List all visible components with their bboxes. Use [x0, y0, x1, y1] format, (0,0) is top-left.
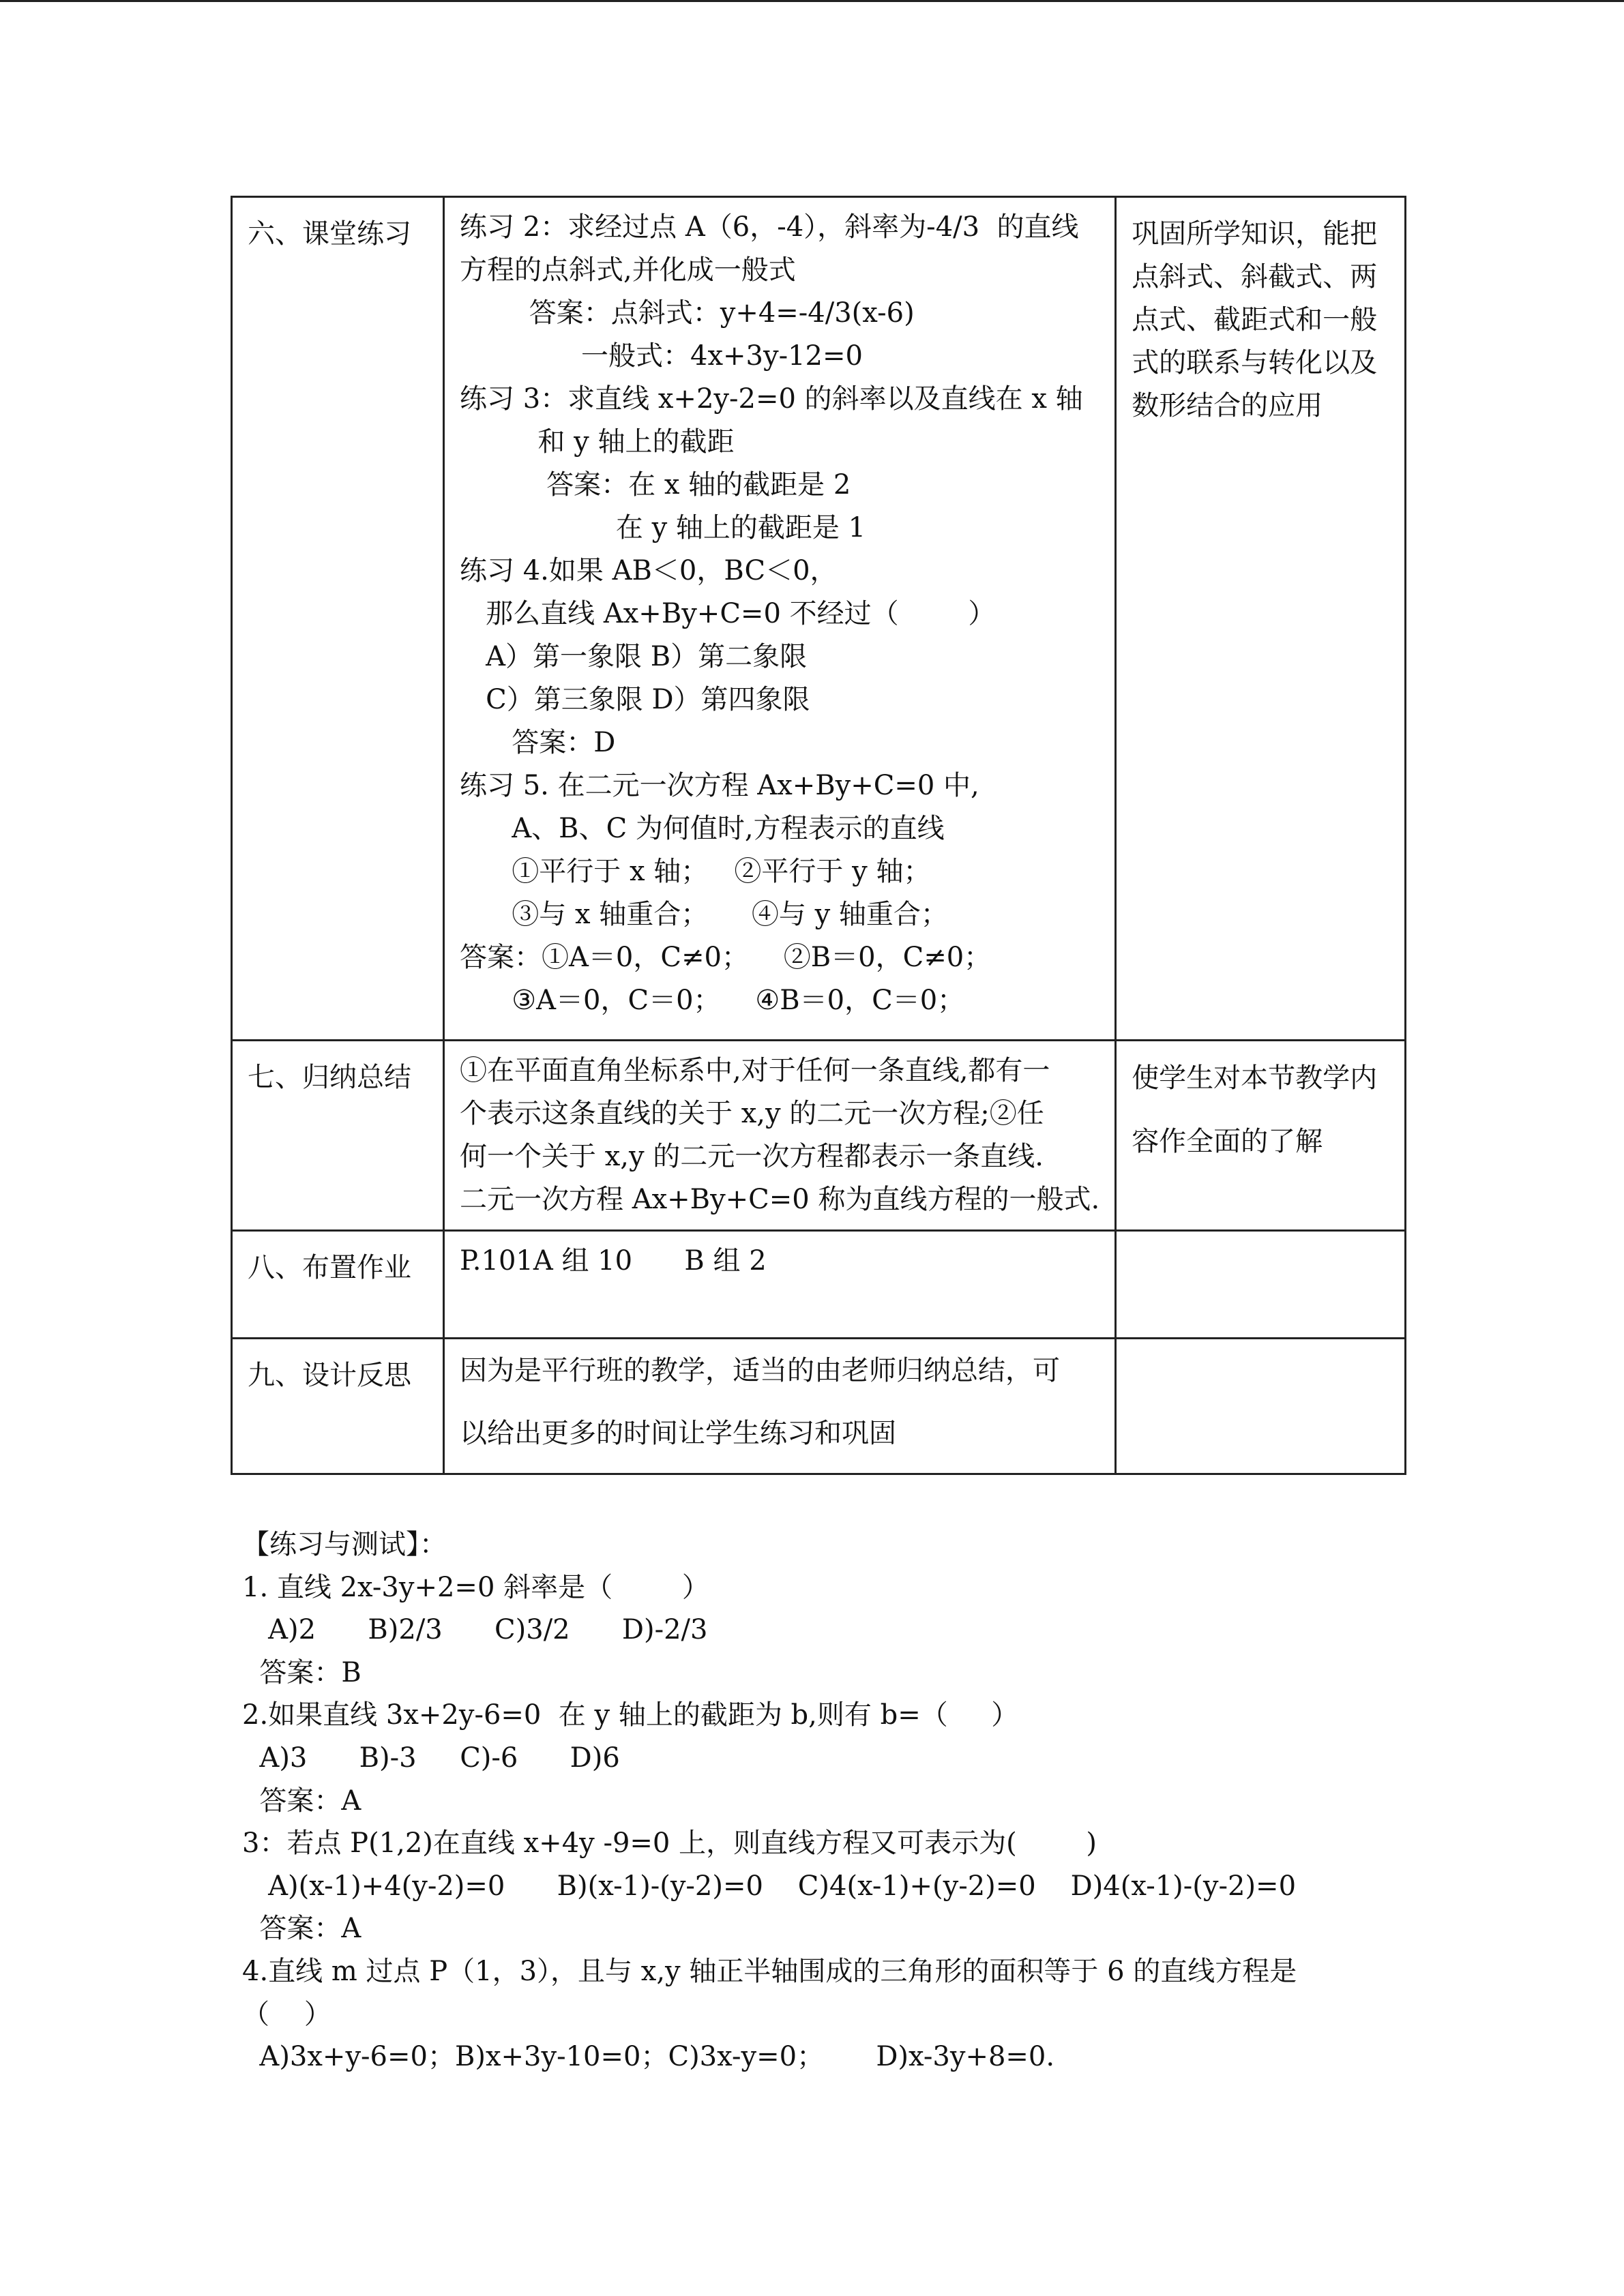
content-line: 个表示这条直线的关于 x,y 的二元一次方程;②任 [460, 1098, 1044, 1129]
section-label: 六、课堂练习 [232, 197, 444, 1041]
practice-line: 答案：A [242, 1785, 361, 1817]
section-label: 七、归纳总结 [232, 1041, 444, 1231]
content-line: 和 y 轴上的截距 [460, 426, 735, 458]
table-row-reflection [232, 1339, 1406, 1474]
content-line: 以给出更多的时间让学生练习和巩固 [460, 1418, 896, 1449]
goal-line: 使学生对本节教学内 [1132, 1062, 1378, 1094]
content-line: ③与 x 轴重合； ④与 y 轴重合； [460, 899, 948, 930]
content-line: 答案：点斜式：y+4=-4/3(x-6) [460, 297, 915, 329]
content-line: 因为是平行班的教学，适当的由老师归纳总结，可 [460, 1355, 1060, 1386]
practice-line: A)2 B)2/3 C)3/2 D)-2/3 [242, 1614, 708, 1646]
content-line: 何一个关于 x,y 的二元一次方程都表示一条直线. [460, 1141, 1044, 1172]
content-line: 在 y 轴上的截距是 1 [460, 512, 866, 543]
practice-line: 3：若点 P(1,2)在直线 x+4y -9=0 上，则直线方程又可表示为( ) [242, 1828, 1097, 1860]
section-content [444, 1231, 1116, 1339]
content-line: A、B、C 为何值时,方程表示的直线 [460, 813, 945, 844]
table-row-homework [232, 1231, 1406, 1339]
goal-line: 巩固所学知识，能把 [1132, 218, 1378, 250]
content-line: 答案：D [460, 727, 616, 758]
content-line: C）第三象限 D）第四象限 [460, 684, 810, 715]
content-line: 练习 2：求经过点 A（6，-4），斜率为-4/3 的直线 [460, 211, 1079, 243]
table-row-classroom-practice [232, 197, 1406, 1041]
content-line: P.101A 组 10 B 组 2 [460, 1245, 767, 1277]
practice-line: A)3x+y-6=0；B)x+3y-10=0；C)3x-y=0； D)x-3y+8=0. [242, 2041, 1055, 2073]
content-line: 答案：①A＝0，C≠0； ②B＝0，C≠0； [460, 942, 992, 973]
practice-test-section [242, 1523, 1297, 2078]
section-label: 八、布置作业 [232, 1231, 444, 1339]
practice-line: 答案：B [242, 1656, 361, 1688]
content-line: ①在平面直角坐标系中,对于任何一条直线,都有一 [460, 1055, 1050, 1086]
lesson-plan-table [231, 196, 1406, 1475]
content-line: 二元一次方程 Ax+By+C=0 称为直线方程的一般式. [460, 1184, 1100, 1215]
practice-line: 1. 直线 2x-3y+2=0 斜率是（ ） [242, 1571, 709, 1603]
practice-line: 4.直线 m 过点 P（1，3），且与 x,y 轴正半轴围成的三角形的面积等于 6 的直线方程是 [242, 1955, 1297, 1987]
section-content [444, 1041, 1116, 1231]
content-line: 练习 5. 在二元一次方程 Ax+By+C=0 中, [460, 770, 979, 801]
content-line: 练习 3：求直线 x+2y-2=0 的斜率以及直线在 x 轴 [460, 383, 1083, 415]
section-goal [1116, 1231, 1406, 1339]
top-border-line [0, 0, 1624, 2]
goal-line: 数形结合的应用 [1132, 390, 1323, 421]
content-line: A）第一象限 B）第二象限 [460, 641, 808, 672]
content-line: 方程的点斜式,并化成一般式 [460, 254, 796, 286]
goal-line: 点斜式、斜截式、两 [1132, 261, 1378, 293]
content-line: 练习 4.如果 AB＜0，BC＜0， [460, 555, 838, 586]
section-content [444, 197, 1116, 1041]
goal-line: 容作全面的了解 [1132, 1126, 1323, 1157]
content-line: ③A＝0，C＝0； ④B＝0，C＝0； [460, 985, 965, 1016]
content-line: 那么直线 Ax+By+C=0 不经过（ ） [460, 598, 996, 629]
content-line: 答案：在 x 轴的截距是 2 [460, 469, 851, 501]
practice-line: A)(x-1)+4(y-2)=0 B)(x-1)-(y-2)=0 C)4(x-1)+(y-2)=0 D)4(x-1)-(y-2)=0 [242, 1870, 1297, 1902]
practice-line: 2.如果直线 3x+2y-6=0 在 y 轴上的截距为 b,则有 b=（ ） [242, 1699, 1019, 1731]
goal-line: 点式、截距式和一般 [1132, 304, 1378, 336]
practice-line: A)3 B)-3 C)-6 D)6 [242, 1742, 620, 1774]
content-line: ①平行于 x 轴； ②平行于 y 轴； [460, 856, 931, 887]
section-content [444, 1339, 1116, 1474]
section-goal [1116, 197, 1406, 1041]
practice-line: （ ） [242, 1998, 331, 2030]
goal-line: 式的联系与转化以及 [1132, 347, 1378, 378]
section-goal [1116, 1041, 1406, 1231]
section-goal [1116, 1339, 1406, 1474]
practice-heading: 【练习与测试】： [242, 1529, 447, 1560]
content-line: 一般式：4x+3y-12=0 [460, 340, 863, 372]
table-row-summary [232, 1041, 1406, 1231]
practice-line: 答案：A [242, 1913, 361, 1945]
section-label: 九、设计反思 [232, 1339, 444, 1474]
